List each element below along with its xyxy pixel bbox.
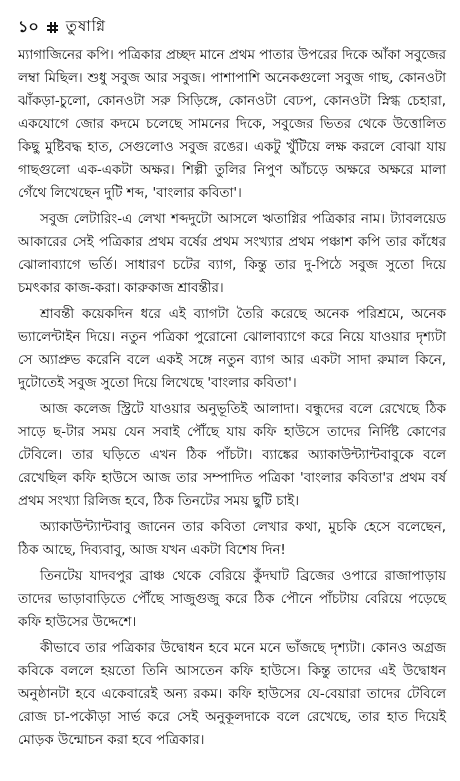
paragraph: অ্যাকাউন্ট্যান্টবাবু জানেন তার কবিতা লেখার কথা, মুচকি হেসে বলেছেন, ঠিক আছে, দিব্যবাবু, আজ যখন একটা বিশেষ দিন! — [18, 520, 446, 558]
paragraph: কীভাবে তার পত্রিকার উদ্বোধন হবে মনে মনে ভাঁজছে দৃশ্যটা। কোনও অগ্রজ কবিকে বললে হয়তো তিনি আসতেন কফি হাউসে। কিন্তু তাদের এই উদ্বোধন অনুষ্ঠানটা হবে একেবারেই অন্য রকম। কফি হাউসের যে-বেয়ারা তাদের টেবিলে রোজ চা-পকৌড়া সার্ভ করে সেই অনুকূলদাকে বলে রেখেছে, তার হাত দিয়েই মোড়ক উন্মোচন করা হবে পত্রিকার। — [18, 641, 446, 748]
page-number: ১০ — [18, 16, 39, 36]
running-head — [18, 14, 446, 40]
paragraph: সবুজ লেটারিং-এ লেখা শব্দদুটো আসলে ঋতাগ্নির পত্রিকার নাম। ট্যাবলয়েড আকারের সেই পত্রিকার প্রথম বর্ষের প্রথম সংখ্যার প্রথম পঞ্চাশ কপি তার কাঁধের ঝোলাব্যাগে ভর্তি। সাধারণ চটের ব্যাগ, কিন্তু তার দু-পিঠে সবুজ সুতো দিয়ে চমৎকার কাজ-করা। কারুকাজ শ্রাবন্তীর। — [18, 212, 446, 296]
hash-ornament-icon — [47, 22, 58, 33]
paragraph: তিনটেয় যাদবপুর ব্রাঞ্চ থেকে বেরিয়ে কুঁদঘাট ব্রিজের ওপারে রাজাপাড়ায় তাদের ভাড়াবাড়িতে পৌঁছে সাজুগুজু করে ঠিক পৌনে পাঁচটায় বেরিয়ে পড়েছে কফি হাউসের উদ্দেশে। — [18, 569, 446, 630]
paragraph: ম্যাগাজিনের কপি। পত্রিকার প্রচ্ছদ মানে প্রথম পাতার উপরের দিকে আঁকা সবুজের লম্বা মিছিল। শুধু সবুজ আর সবুজ। পাশাপাশি অনেকগুলো সবুজ গাছ, কোনওটা ঝাঁকড়া-চুলো, কোনওটা সরু সিড়িঙ্গে, কোনওটা বেঢপ, কোনওটা স্নিগ্ধ চেহারা, একযোগে জোর কদমে চলেছে সামনের দিকে, সবুজের ভিতর থেকে উত্তোলিত কিছু মুষ্টিবদ্ধ হাত, সেগুলোও সবুজ রঙের। একটু খুঁটিয়ে লক্ষ করলে বোঝা যায় গাছগুলো এক-একটা অক্ষর। শিল্পী তুলির নিপুণ আঁচড়ে অক্ষরে অক্ষরে মালা গেঁথে লিখেছেন দুটি শব্দ, 'বাংলার কবিতা'। — [18, 48, 446, 201]
paragraph: শ্রাবন্তী কয়েকদিন ধরে এই ব্যাগটা তৈরি করেছে অনেক পরিশ্রমে, অনেক ভ্যালেন্টাইন দিয়ে। নতুন পত্রিকা পুরোনো ঝোলাব্যাগে করে নিয়ে যাওয়ার দৃশ্যটা সে অ্যাপ্রুভ করেনি বলে একই সঙ্গে নতুন ব্যাগ আর একটা সাদা রুমাল কিনে, দুটোতেই সবুজ সুতো দিয়ে লিখেছে 'বাংলার কবিতা'। — [18, 307, 446, 391]
paragraph: আজ কলেজ স্ট্রিটে যাওয়ার অনুভূতিই আলাদা। বন্ধুদের বলে রেখেছে ঠিক সাড়ে ছ-টার সময় যেন সবাই পৌঁছে যায় কফি হাউসে তাদের নির্দিষ্ট কোণের টেবিলে। তার ঘড়িতে এখন ঠিক পাঁচটা। ব্যাঙ্কের অ্যাকাউন্ট্যান্টবাবুকে বলে রেখেছিল কফি হাউসে আজ তার সম্পাদিত পত্রিকা 'বাংলার কবিতা'র প্রথম বর্ষ প্রথম সংখ্যা রিলিজ হবে, ঠিক তিনটের সময় ছুটি চাই। — [18, 402, 446, 509]
body-text — [18, 44, 446, 752]
book-title: তুষাগ্নি — [65, 16, 106, 35]
